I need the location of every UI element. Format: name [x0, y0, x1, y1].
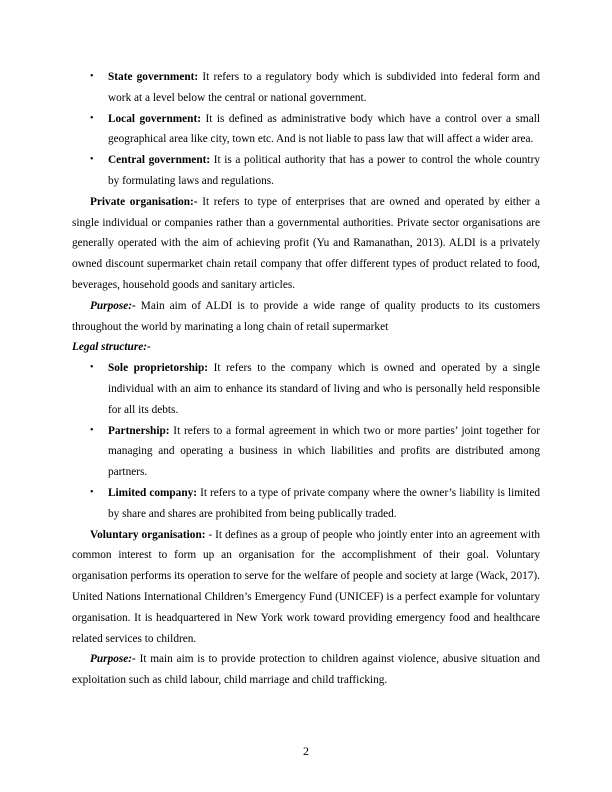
paragraph-term: Voluntary organisation:: [90, 528, 206, 541]
list-item-term: Central government:: [108, 154, 211, 167]
paragraph-text: - It defines as a group of people who jointly enter into an agreement with common interest to form up an organisation for the accomplishment of their goal. Voluntary organisation performs its operation to serve for the welfare of people and society at large (Wack, 2017). United Nations International Children’s Emergency Fund (UNICEF) is a perfect example for voluntary organisation. It is headquartered in New York work toward providing emergency food and healthcare related services to children.: [72, 528, 540, 645]
legal-structure-list: [72, 358, 540, 524]
list-item-text: It refers to a formal agreement in which two or more parties’ joint together for managing and operating a business in which liabilities and profits are distributed among partners.: [108, 424, 540, 479]
list-item-term: State government:: [108, 71, 199, 83]
list-item: [72, 67, 540, 109]
private-organisation-paragraph: [72, 192, 540, 296]
list-item: [72, 109, 540, 151]
list-item-text: It is defined as administrative body which have a control over a small geographical area like city, town etc. And is not liable to pass law that will affect a wider area.: [108, 112, 540, 146]
bullet-icon: •: [90, 486, 94, 498]
list-item-term: Partnership:: [108, 424, 170, 437]
list-item-term: Limited company:: [108, 486, 198, 499]
page-content: [72, 67, 540, 691]
bullet-icon: •: [90, 424, 94, 436]
list-item-text: It is a political authority that has a power to control the whole country by formulating laws and regulations.: [108, 154, 540, 187]
paragraph-text: It refers to type of enterprises that are owned and operated by either a single individual or companies rather than a governmental authorities. Private sector organisations are generally operated with the aim of achieving profit (Yu and Ramanathan, 2013). ALDI is a privately owned discount supermarket chain retail company that offer different types of product related to food, beverages, household goods and sanitary articles.: [72, 195, 540, 291]
list-item-text: It refers to a type of private company where the owner’s liability is limited by share and shares are prohibited from being publically traded.: [108, 486, 540, 520]
list-item-text: It refers to the company which is owned and operated by a single individual with an aim to enhance its standard of living and who is personally held responsible for all its debts.: [108, 362, 540, 416]
bullet-icon: •: [90, 112, 94, 124]
legal-structure-heading: Legal structure:-: [72, 341, 151, 354]
purpose-paragraph: [72, 296, 540, 338]
purpose-paragraph: [72, 649, 540, 691]
bullet-icon: •: [90, 154, 94, 166]
bullet-icon: •: [90, 362, 94, 374]
paragraph-term: Purpose:-: [90, 653, 136, 666]
paragraph-term: Private organisation:-: [90, 195, 198, 208]
voluntary-organisation-paragraph: [72, 525, 540, 650]
list-item-term: Sole proprietorship:: [108, 362, 209, 375]
paragraph-text: It main aim is to provide protection to children against violence, abusive situation and exploitation such as child labour, child marriage and child trafficking.: [72, 653, 540, 687]
government-types-list: [72, 67, 540, 192]
list-item: [72, 150, 540, 192]
list-item: [72, 483, 540, 525]
page-number: 2: [303, 744, 309, 758]
bullet-icon: •: [90, 71, 94, 82]
list-item: [72, 358, 540, 420]
list-item-text: It refers to a regulatory body which is subdivided into federal form and work at a level below the central or national government.: [108, 71, 540, 104]
list-item-term: Local government:: [108, 112, 201, 125]
list-item: [72, 421, 540, 483]
paragraph-term: Purpose:-: [90, 299, 136, 312]
paragraph-text: Main aim of ALDI is to provide a wide range of quality products to its customers throughout the world by marinating a long chain of retail supermarket: [72, 299, 540, 333]
